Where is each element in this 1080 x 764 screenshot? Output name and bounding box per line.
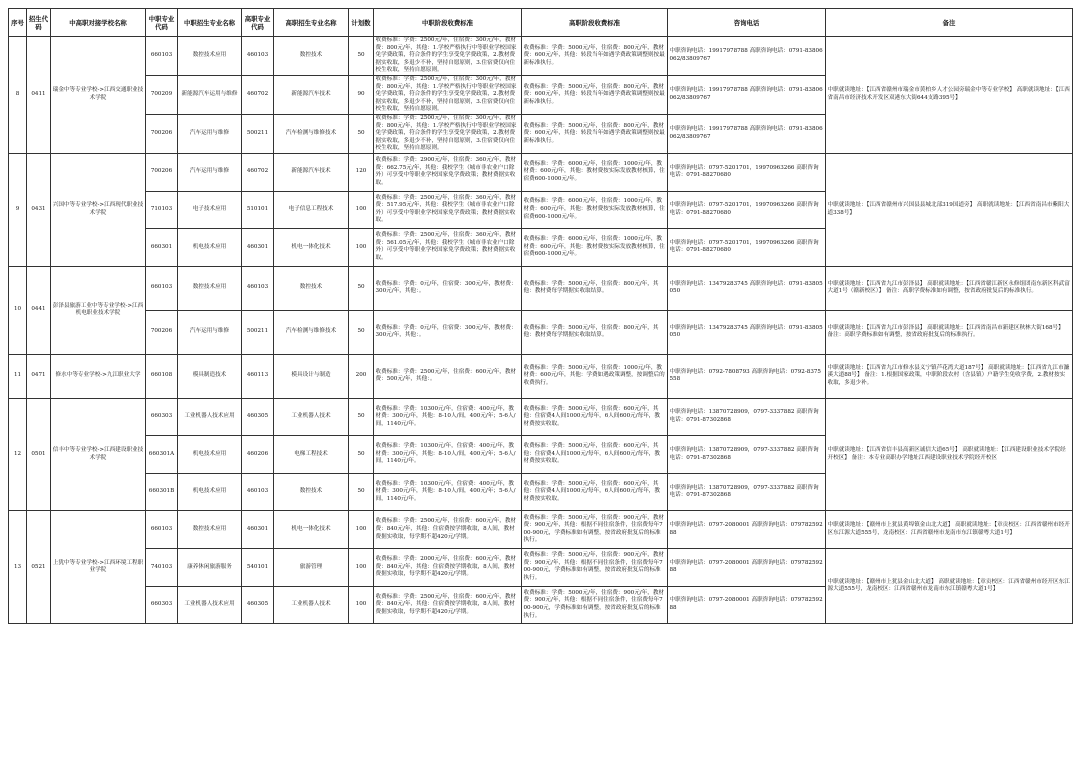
cell-plan: 50 <box>349 398 374 436</box>
cell-high-code: 460103 <box>242 37 274 76</box>
header-mid-code: 中职专业代码 <box>146 9 178 37</box>
cell-school: 上犹中等专业学校->江西环境工程职业学院 <box>51 511 146 624</box>
cell-phone: 中职咨询电话：13870728909，0797-3337882 高职咨询电话：0791-87302868 <box>668 398 826 436</box>
cell-high-major: 电子信息工程技术 <box>274 191 349 229</box>
document-page <box>8 8 1072 748</box>
cell-code: 0471 <box>27 354 51 398</box>
cell-notes: 中职就读地址：【江西省信丰县高新区诚信大道65号】 高职就读地址：【江西建设职业技术学院经开校区】 备注：本专业高职办学地址江西建设职业技术学院经开校区 <box>826 398 1073 511</box>
cell-notes: 中职就读地址：【赣州市上犹县金山北大道】 高职就读地址：【章贡校区：江西省赣州市经开区东江源大道555号，龙南校区：江西省赣州市龙南市东江镇赣粤大道1号】 <box>826 549 1073 624</box>
cell-notes: 中职就读地址：【江西省赣州市兴国县县城北部319国道旁】 高职就读地址：【江西省南昌市紫阳大道338号】 <box>826 153 1073 266</box>
cell-mid-code: 660103 <box>146 266 178 310</box>
cell-plan: 50 <box>349 310 374 354</box>
cell-high-fee: 收费标准：学费：5000元/年，住宿费：600元/年，其他：住宿费4人间1000元/每年，6人间600元/每年，教材费按实收取。 <box>522 436 668 474</box>
cell-seq: 12 <box>9 398 27 511</box>
cell-code: 0501 <box>27 398 51 511</box>
cell-notes: 中职就读地址：【江西省九江市彭泽县】 高职就读地址：【江西省南昌市新建区秋林大街168号】 备注：高职学费标准如有调整，按省政府批复后的标准执行。 <box>826 310 1073 354</box>
cell-high-code: 510101 <box>242 191 274 229</box>
cell-mid-fee: 收费标准：学费：10300元/年，住宿费：400元/年，教材费：300元/年，其他：8-10人/间，400元/年；5-6人/间，1140元/年。 <box>374 436 522 474</box>
cell-mid-fee: 收费标准：学费：2500元/年，住宿费：300元/年，教材费：800元/年，其他：1.学校严格执行中等职业学校国家免学费政策，符合条件的学生享受免学费政策，2.教材费据实收取，多退少不补，坚持自愿原则，3.住宿费仅向住校生收取，坚持自愿原则。 <box>374 114 522 153</box>
cell-high-major: 工业机器人技术 <box>274 586 349 624</box>
cell-mid-code: 700206 <box>146 310 178 354</box>
cell-mid-code: 660103 <box>146 37 178 76</box>
cell-mid-fee: 收费标准：学费：2500元/年，住宿费：300元/年，教材费：800元/年，其他：1.学校严格执行中等职业学校国家免学费政策，符合条件的学生享受免学费政策，2.教材费据实收取，多退少不补，坚持自愿原则，3.住宿费仅向住校生收取，坚持自愿原则。 <box>374 37 522 76</box>
cell-plan: 100 <box>349 229 374 267</box>
cell-mid-fee: 收费标准：学费：2500元/年，住宿费：300元/年，教材费：800元/年，其他：1.学校严格执行中等职业学校国家免学费政策，符合条件的学生享受免学费政策，2.教材费据实收取，多退少不补，坚持自愿原则，3.住宿费仅向住校生收取，坚持自愿原则。 <box>374 75 522 114</box>
cell-mid-code: 700209 <box>146 75 178 114</box>
cell-school: 兴国中等专业学校->江西现代职业技术学院 <box>51 153 146 266</box>
header-school: 中高职对接学校名称 <box>51 9 146 37</box>
cell-plan: 100 <box>349 586 374 624</box>
cell-code: 0411 <box>27 37 51 154</box>
table-row <box>9 549 1073 587</box>
header-mid-fee: 中职阶段收费标准 <box>374 9 522 37</box>
cell-high-code: 460305 <box>242 586 274 624</box>
header-high-major: 高职招生专业名称 <box>274 9 349 37</box>
cell-mid-major: 电子技术应用 <box>178 191 242 229</box>
cell-notes: 中职就读地址：【江西省赣州市瑞金市黄柏乡人才公园旁瑞金中等专业学校】 高职就读地址：【江西省南昌市经济技术开发区双港东大街644支路395号】 <box>826 37 1073 154</box>
cell-mid-fee: 收费标准：学费：0元/年，住宿费：300元/年，教材费：300元/年，其他：。 <box>374 310 522 354</box>
cell-high-fee: 收费标准：学费：6000元/年，住宿费：1000元/年，教材费：600元/年，其他：教材费按实际发放教材核算，住宿费600-1000元/年。 <box>522 153 668 191</box>
cell-high-fee: 收费标准：学费：5000元/年，住宿费：600元/年，其他：住宿费4人间1000元/每年，6人间600元/每年，教材费按实收取。 <box>522 398 668 436</box>
cell-mid-fee: 收费标准：学费：2500元/年，住宿费：600元/年，教材费：840元/年，其他：住宿费按学期收取，8人间，教材费据实收取，每学期不超420元/学期。 <box>374 586 522 624</box>
cell-seq: 8 <box>9 37 27 154</box>
cell-plan: 50 <box>349 266 374 310</box>
cell-high-code: 460103 <box>242 266 274 310</box>
cell-high-code: 460113 <box>242 354 274 398</box>
cell-mid-major: 模具制造技术 <box>178 354 242 398</box>
cell-mid-major: 机电技术应用 <box>178 229 242 267</box>
header-high-fee: 高职阶段收费标准 <box>522 9 668 37</box>
cell-mid-major: 汽车运用与维修 <box>178 114 242 153</box>
cell-mid-code: 700206 <box>146 153 178 191</box>
table-row <box>9 310 1073 354</box>
cell-high-code: 460301 <box>242 229 274 267</box>
cell-high-code: 500211 <box>242 114 274 153</box>
cell-high-code: 540101 <box>242 549 274 587</box>
cell-notes: 中职就读地址：【江西省九江市修水县义宁镇芦花湾大道187号】 高职就读地址：【江西省九江市濂溪大道88号】 备注：1.根据国家政策，中职阶段农村（含县镇）户籍学生免收学费，2.教材按实收取，多退少补。 <box>826 354 1073 398</box>
cell-mid-major: 机电技术应用 <box>178 436 242 474</box>
cell-school: 瑞金中等专业学校->江西交通职业技术学院 <box>51 37 146 154</box>
cell-mid-fee: 收费标准：学费：2500元/年，住宿费：360元/年，教材费：561.05元/年，其他：我校学生（城市非农业户口除外）可享受中等职业学校国家免学费政策；教材费据实收取。 <box>374 229 522 267</box>
cell-high-fee: 收费标准：学费：5000元/年，住宿费：900元/年，教材费：900元/年，其他：根据不同住宿条件，住宿费每年700-900元，学费标准如有调整，按省政府批复后的标准执行。 <box>522 549 668 587</box>
cell-phone: 中职咨询电话：19917978788 高职咨询电话：0791-83806062/83809767 <box>668 75 826 114</box>
cell-high-fee: 收费标准：学费：5000元/年，住宿费：800元/年，教材费：600元/年，其他：转段当年如遇学费政策调整则按最新标准执行。 <box>522 114 668 153</box>
cell-phone: 中职咨询电话：0797-2080001 高职咨询电话：07978259288 <box>668 549 826 587</box>
table-row <box>9 354 1073 398</box>
cell-phone: 中职咨询电话：0797-2080001 高职咨询电话：07978259288 <box>668 586 826 624</box>
cell-plan: 50 <box>349 473 374 511</box>
table-row <box>9 398 1073 436</box>
cell-mid-code: 710103 <box>146 191 178 229</box>
cell-mid-fee: 收费标准：学费：10300元/年，住宿费：400元/年，教材费：300元/年，其他：8-10人/间，400元/年；5-6人/间，1140元/年。 <box>374 473 522 511</box>
cell-high-code: 460301 <box>242 511 274 549</box>
cell-mid-major: 工业机器人技术应用 <box>178 398 242 436</box>
cell-high-major: 机电一体化技术 <box>274 229 349 267</box>
cell-plan: 100 <box>349 511 374 549</box>
cell-plan: 120 <box>349 153 374 191</box>
cell-mid-major: 汽车运用与维修 <box>178 310 242 354</box>
cell-high-major: 旅游管理 <box>274 549 349 587</box>
cell-plan: 50 <box>349 37 374 76</box>
cell-high-major: 新能源汽车技术 <box>274 153 349 191</box>
cell-phone: 中职咨询电话：0797-5201701，19970963266 高职咨询电话：0791-88270680 <box>668 191 826 229</box>
cell-mid-code: 700206 <box>146 114 178 153</box>
cell-plan: 100 <box>349 549 374 587</box>
cell-mid-major: 数控技术应用 <box>178 266 242 310</box>
cell-high-major: 新能源汽车技术 <box>274 75 349 114</box>
cell-mid-fee: 收费标准：学费：2500元/年，住宿费：600元/年，教材费：840元/年，其他：住宿费按学期收取，8人间，教材费据实收取，每学期不超420元/学期。 <box>374 511 522 549</box>
cell-phone: 中职咨询电话：13870728909，0797-3337882 高职咨询电话：0791-87302868 <box>668 436 826 474</box>
cell-high-fee: 收费标准：学费：5000元/年，住宿费：600元/年，其他：住宿费4人间1000元/每年，6人间600元/每年，教材费按实收取。 <box>522 473 668 511</box>
cell-plan: 200 <box>349 354 374 398</box>
cell-school: 彭泽县旅游工业中等专业学校->江西机电职业技术学院 <box>51 266 146 354</box>
cell-high-fee: 收费标准：学费：5000元/年，住宿费：800元/年，教材费：600元/年，其他：转段当年如遇学费政策调整则按最新标准执行。 <box>522 75 668 114</box>
cell-high-code: 460206 <box>242 436 274 474</box>
cell-plan: 50 <box>349 114 374 153</box>
cell-mid-code: 660301 <box>146 229 178 267</box>
cell-mid-code: 660301B <box>146 473 178 511</box>
cell-code: 0431 <box>27 153 51 266</box>
cell-high-code: 460305 <box>242 398 274 436</box>
cell-high-fee: 收费标准：学费：5000元/年，住宿费：800元/年，教材费：600元/年，其他：转段当年如遇学费政策调整则按最新标准执行。 <box>522 37 668 76</box>
header-code: 招生代码 <box>27 9 51 37</box>
cell-phone: 中职咨询电话：0797-5201701，19970963266 高职咨询电话：0791-88270680 <box>668 229 826 267</box>
cell-phone: 中职咨询电话：13870728909，0797-3337882 高职咨询电话：0791-87302868 <box>668 473 826 511</box>
cell-mid-fee: 收费标准：学费：2000元/年，住宿费：600元/年，教材费：840元/年，其他：住宿费按学期收取，8人间，教材费据实收取，每学期不超420元/学期。 <box>374 549 522 587</box>
cell-high-fee: 收费标准：学费：5000元/年，住宿费：900元/年，教材费：900元/年，其他：根据不同住宿条件，住宿费每年700-900元，学费标准如有调整，按省政府批复后的标准执行。 <box>522 586 668 624</box>
cell-high-code: 500211 <box>242 310 274 354</box>
cell-phone: 中职咨询电话：19917978788 高职咨询电话：0791-83806062/83809767 <box>668 37 826 76</box>
cell-mid-major: 数控技术应用 <box>178 37 242 76</box>
cell-high-fee: 收费标准：学费：6000元/年，住宿费：1000元/年，教材费：600元/年，其他：教材费按实际发放教材核算，住宿费600-1000元/年。 <box>522 229 668 267</box>
cell-high-code: 460702 <box>242 153 274 191</box>
table-row <box>9 153 1073 191</box>
cell-high-fee: 收费标准：学费：5000元/年，住宿费：900元/年，教材费：900元/年，其他：根据不同住宿条件，住宿费每年700-900元，学费标准如有调整，按省政府批复后的标准执行。 <box>522 511 668 549</box>
cell-seq: 10 <box>9 266 27 354</box>
cell-high-major: 汽车检测与维修技术 <box>274 310 349 354</box>
cell-mid-fee: 收费标准：学费：10300元/年，住宿费：400元/年，教材费：300元/年，其他：8-10人/间，400元/年；5-6人/间，1140元/年。 <box>374 398 522 436</box>
cell-mid-major: 工业机器人技术应用 <box>178 586 242 624</box>
cell-high-code: 460103 <box>242 473 274 511</box>
cell-phone: 中职咨询电话：0792-7808793 高职咨询电话：0792-8375558 <box>668 354 826 398</box>
header-high-code: 高职专业代码 <box>242 9 274 37</box>
cell-plan: 100 <box>349 191 374 229</box>
cell-mid-code: 660303 <box>146 398 178 436</box>
cell-high-major: 数控技术 <box>274 37 349 76</box>
enrollment-table <box>8 8 1073 624</box>
cell-seq: 13 <box>9 511 27 624</box>
cell-mid-fee: 收费标准：学费：2500元/年，住宿费：600元/年，教材费：500元/年，其他：。 <box>374 354 522 398</box>
table-row <box>9 37 1073 76</box>
cell-mid-fee: 收费标准：学费：2500元/年，住宿费：360元/年，教材费：517.95元/年，其他：我校学生（城市非农业户口除外）可享受中等职业学校国家免学费政策；教材费据实收取。 <box>374 191 522 229</box>
cell-mid-major: 康养休闲旅游服务 <box>178 549 242 587</box>
cell-high-major: 数控技术 <box>274 266 349 310</box>
cell-mid-code: 660301A <box>146 436 178 474</box>
cell-high-fee: 收费标准：学费：5000元/年，住宿费：800元/年，其他：教材费每学期据实收取结算。 <box>522 310 668 354</box>
header-plan: 计划数 <box>349 9 374 37</box>
table-row <box>9 511 1073 549</box>
cell-mid-code: 660103 <box>146 511 178 549</box>
cell-phone: 中职咨询电话：0797-5201701，19970963266 高职咨询电话：0791-88270680 <box>668 153 826 191</box>
cell-mid-code: 660108 <box>146 354 178 398</box>
header-row <box>9 9 1073 37</box>
cell-mid-code: 740103 <box>146 549 178 587</box>
cell-notes: 中职就读地址：【赣州市上犹县黄埠镇金山北大道】 高职就读地址：【章贡校区：江西省赣州市经开区东江源大道555号，龙南校区：江西省赣州市龙南市东江镇赣粤大道1号】 <box>826 511 1073 549</box>
cell-mid-major: 新能源汽车运用与维修 <box>178 75 242 114</box>
cell-high-major: 数控技术 <box>274 473 349 511</box>
cell-high-major: 汽车检测与维修技术 <box>274 114 349 153</box>
cell-mid-fee: 收费标准：学费：0元/年，住宿费：300元/年，教材费：300元/年，其他：。 <box>374 266 522 310</box>
cell-phone: 中职咨询电话：19917978788 高职咨询电话：0791-83806062/83809767 <box>668 114 826 153</box>
cell-seq: 9 <box>9 153 27 266</box>
cell-school: 修水中等专业学校->九江职业大学 <box>51 354 146 398</box>
cell-mid-major: 汽车运用与维修 <box>178 153 242 191</box>
cell-seq: 11 <box>9 354 27 398</box>
cell-high-major: 机电一体化技术 <box>274 511 349 549</box>
cell-mid-major: 数控技术应用 <box>178 511 242 549</box>
cell-mid-code: 660303 <box>146 586 178 624</box>
table-row <box>9 266 1073 310</box>
cell-high-fee: 收费标准：学费：5000元/年，住宿费：1000元/年，教材费：600元/年，其他：学费如遇政策调整，按调整后的收费执行。 <box>522 354 668 398</box>
header-seq: 序号 <box>9 9 27 37</box>
header-notes: 备注 <box>826 9 1073 37</box>
cell-code: 0441 <box>27 266 51 354</box>
cell-plan: 90 <box>349 75 374 114</box>
cell-notes: 中职就读地址：【江西省九江市彭泽县】 高职就读地址：【江西省赣江新区永修组团南东新区科武富大道1号（赣新校区）】 备注：高职学费标准如有调整，按省政府批复后的标准执行。 <box>826 266 1073 310</box>
cell-high-major: 电梯工程技术 <box>274 436 349 474</box>
cell-high-major: 模具设计与制造 <box>274 354 349 398</box>
cell-plan: 50 <box>349 436 374 474</box>
cell-mid-fee: 收费标准：学费：2900元/年，住宿费：360元/年，教材费：662.75元/年，其他：我校学生（城市非农业户口除外）可享受中等职业学校国家免学费政策；教材费据实收取。 <box>374 153 522 191</box>
cell-phone: 中职咨询电话：0797-2080001 高职咨询电话：07978259288 <box>668 511 826 549</box>
cell-school: 信丰中等专业学校->江西建设职业技术学院 <box>51 398 146 511</box>
cell-phone: 中职咨询电话：13479283745 高职咨询电话：0791-83805050 <box>668 266 826 310</box>
cell-phone: 中职咨询电话：13479283745 高职咨询电话：0791-83805050 <box>668 310 826 354</box>
header-phone: 咨询电话 <box>668 9 826 37</box>
cell-high-major: 工业机器人技术 <box>274 398 349 436</box>
cell-high-fee: 收费标准：学费：6000元/年，住宿费：1000元/年，教材费：600元/年，其他：教材费按实际发放教材核算，住宿费600-1000元/年。 <box>522 191 668 229</box>
cell-high-code: 460702 <box>242 75 274 114</box>
header-mid-major: 中职招生专业名称 <box>178 9 242 37</box>
cell-mid-major: 机电技术应用 <box>178 473 242 511</box>
cell-code: 0521 <box>27 511 51 624</box>
cell-high-fee: 收费标准：学费：5000元/年，住宿费：800元/年，其他：教材费每学期据实收取结算。 <box>522 266 668 310</box>
